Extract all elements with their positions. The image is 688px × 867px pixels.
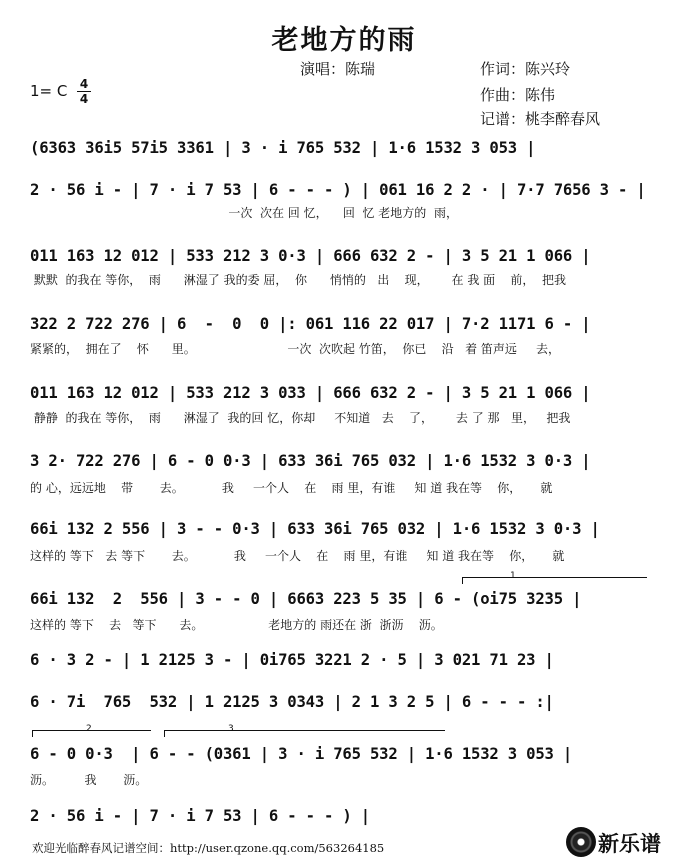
score-row-10: 6 · 7i 765 532 | 1 2125 3 0343 | 2 1 3 2 5 | 6 - - - :|: [30, 693, 554, 711]
time-signature-top: 4: [79, 77, 89, 91]
footer-link[interactable]: 欢迎光临醉春风记谱空间：http://user.qzone.qq.com/563264185: [32, 841, 385, 855]
score-row-3: 011 163 12 012 | 533 212 3 0·3 | 666 632 2 - | 3 5 21 1 066 |: [30, 247, 591, 265]
score-row-11: 6 - 0 0·3 | 6 - - (0361 | 3 · i 765 532 | 1·6 1532 3 053 |: [30, 745, 573, 763]
score-row-9: 6 · 3 2 - | 1 2125 3 - | 0i765 3221 2 · 5 | 3 021 71 23 |: [30, 651, 554, 669]
song-title: 老地方的雨: [271, 25, 417, 56]
score-row-12: 2 · 56 i - | 7 · i 7 53 | 6 - - - ) |: [30, 807, 370, 825]
vinyl-disc-icon: [566, 827, 596, 857]
score-row-2: 2 · 56 i - | 7 · i 7 53 | 6 - - - ) | 061 16 2 2 · | 7·7 7656 3 - |: [30, 181, 646, 199]
score-row-7: 66i 132 2 556 | 3 - - 0·3 | 633 36i 765 032 | 1·6 1532 3 0·3 |: [30, 520, 600, 538]
lyric-row-2: 一次 次在 回 忆， 回 忆 老地方的 雨，: [30, 206, 458, 220]
key-signature: 1= C: [30, 82, 68, 100]
lyricist-credit: 作词：陈兴玲: [480, 60, 571, 78]
volta-bracket-1: [462, 577, 647, 584]
score-row-4: 322 2 722 276 | 6 - 0 0 |: 061 116 22 017 | 7·2 1171 6 - |: [30, 315, 591, 333]
volta-bracket-3: [164, 730, 445, 737]
volta-number-3: 3: [228, 724, 234, 734]
lyric-row-5: 静静 的我在 等你， 雨 淋湿了 我的回 忆，你却 不知道 去 了， 去 了 那 里， 把我: [30, 411, 571, 425]
time-signature-bottom: 4: [79, 92, 89, 106]
volta-number-2: 2: [86, 724, 92, 734]
lyric-row-7: 这样的 等下 去 等下 去。 我 一个人 在 雨 里，有谁 知 道 我在等 你， 就: [30, 549, 565, 563]
lyric-row-4: 紧紧的， 拥在了 怀 里。 一次 次吹起 竹笛， 你已 沿 着 笛声远 去，: [30, 342, 560, 356]
score-row-1: (6363 36i5 57i5 3361 | 3 · i 765 532 | 1·6 1532 3 053 |: [30, 139, 536, 157]
lyric-row-11: 沥。 我 沥。: [30, 773, 148, 787]
score-row-5: 011 163 12 012 | 533 212 3 033 | 666 632 2 - | 3 5 21 1 066 |: [30, 384, 591, 402]
site-logo: [566, 826, 684, 860]
volta-number-1: 1: [510, 571, 516, 581]
score-row-6: 3 2· 722 276 | 6 - 0 0·3 | 633 36i 765 032 | 1·6 1532 3 0·3 |: [30, 452, 591, 470]
lyric-row-3: 默默 的我在 等你， 雨 淋湿了 我的委 屈， 你 悄悄的 出 现， 在 我 面 前， 把我: [30, 273, 567, 287]
lyric-row-6: 的 心，远远地 带 去。 我 一个人 在 雨 里，有谁 知 道 我在等 你， 就: [30, 481, 553, 495]
lyric-row-8: 这样的 等下 去 等下 去。 老地方的 雨还在 浙 浙沥 沥。: [30, 618, 443, 632]
transcriber-credit: 记谱：桃李醉春风: [480, 110, 601, 128]
singer-credit: 演唱：陈瑞: [300, 60, 376, 78]
logo-text: 新乐谱: [598, 832, 661, 856]
composer-credit: 作曲：陈伟: [480, 86, 556, 104]
score-row-8: 66i 132 2 556 | 3 - - 0 | 6663 223 5 35 | 6 - (oi75 3235 |: [30, 590, 582, 608]
time-signature: [77, 78, 91, 105]
